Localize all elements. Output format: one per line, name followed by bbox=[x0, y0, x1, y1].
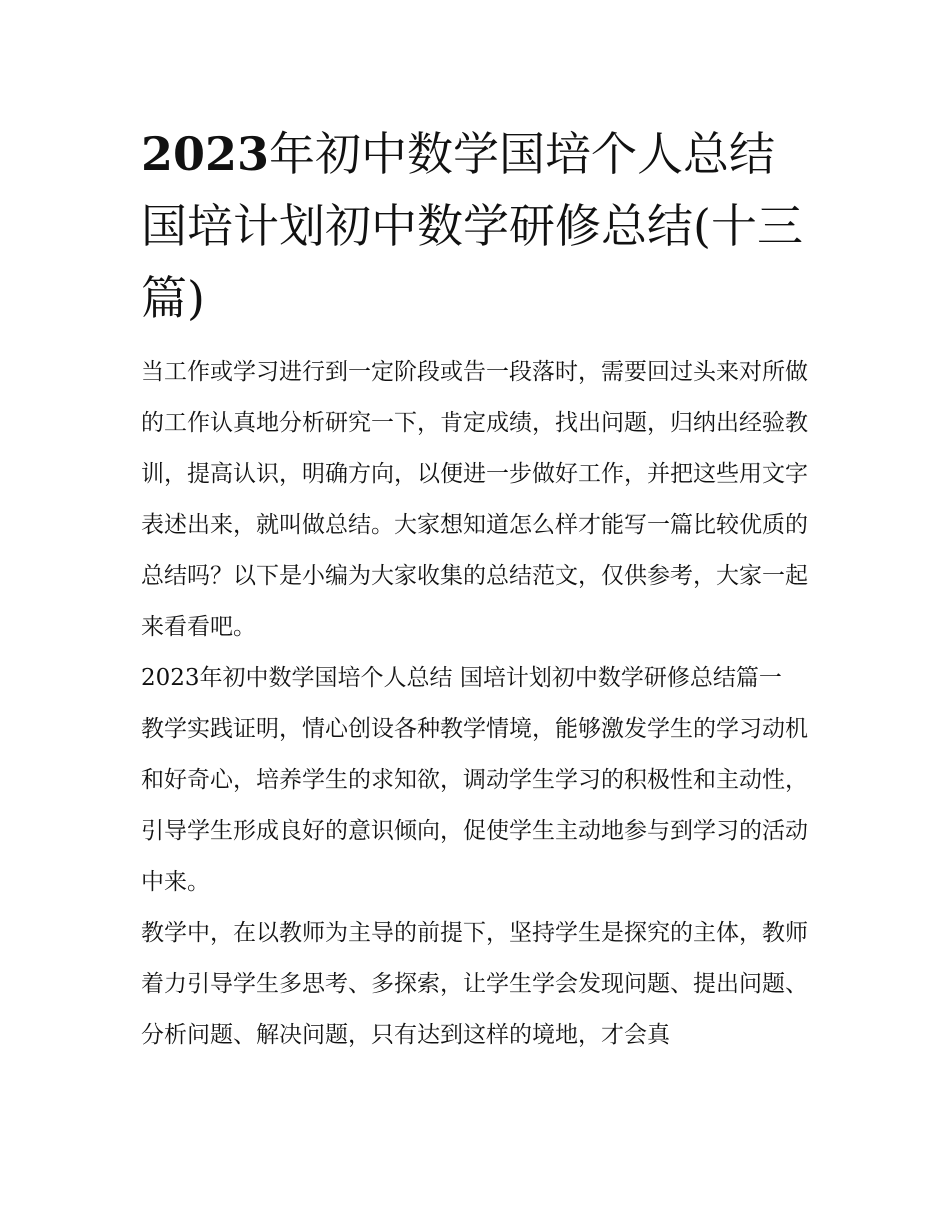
document-content bbox=[141, 118, 813, 1061]
intro-paragraph: 当工作或学习进行到一定阶段或告一段落时，需要回过头来对所做的工作认真地分析研究一下，肯定成绩，找出问题，归纳出经验教训，提高认识，明确方向，以便进一步做好工作，并把这些用文字表述出来，就叫做总结。大家想知道怎么样才能写一篇比较优质的总结吗？以下是小编为大家收集的总结范文，仅供参考，大家一起来看看吧。 bbox=[141, 359, 808, 640]
body-paragraph-1: 教学实践证明，情心创设各种教学情境，能够激发学生的学习动机和好奇心，培养学生的求知欲，调动学生学习的积极性和主动性，引导学生形成良好的意识倾向，促使学生主动地参与到学习的活动中来。 bbox=[141, 716, 808, 895]
title-text: 年初中数学国培个人总结国培计划初中数学研修总结(十三篇) bbox=[141, 127, 803, 325]
section-heading: 2023年初中数学国培个人总结 国培计划初中数学研修总结篇一 bbox=[141, 665, 782, 691]
body-paragraph-2: 教学中，在以教师为主导的前提下，坚持学生是探究的主体，教师着力引导学生多思考、多探索，让学生学会发现问题、提出问题、分析问题、解决问题，只有达到这样的境地，才会真 bbox=[141, 920, 808, 1048]
document-title bbox=[141, 118, 813, 334]
title-year: 2023 bbox=[141, 127, 270, 181]
